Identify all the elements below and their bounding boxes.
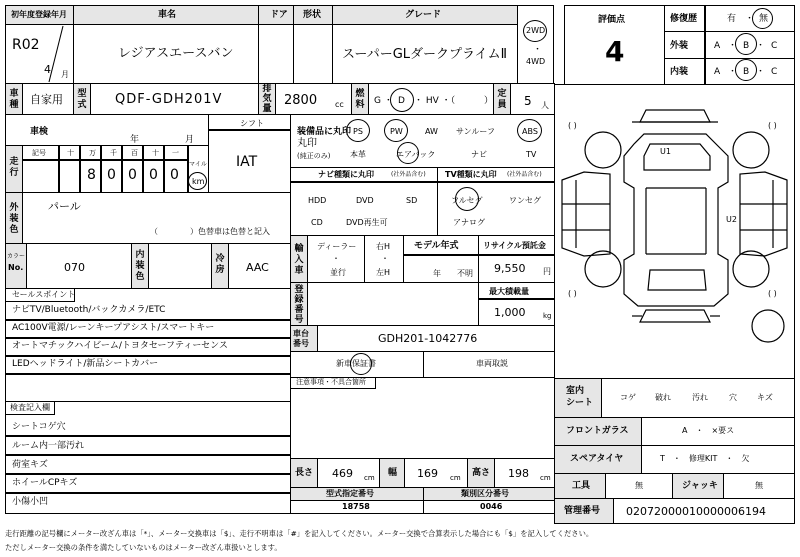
selling-point-2: AC100V電源/レーンキープアシスト/スマートキー [12, 323, 215, 333]
mileage-unit-km: km [192, 177, 205, 186]
diagram-paren-bl: ( ) [568, 289, 577, 298]
tv-fullseg-circle [455, 187, 479, 211]
repair-no-circle [752, 8, 773, 29]
drive-2wd-circle [523, 20, 547, 42]
equip-tv: TV [526, 150, 537, 159]
mgmt-label: 管理番号 [564, 506, 601, 516]
equipment-subtitle: (純正のみ) [297, 152, 331, 160]
import-right-h: 右H [376, 242, 391, 251]
inspection-label: 車検 [30, 127, 49, 137]
shape-label: 形状 [303, 10, 322, 20]
interior-label: 内装 [670, 67, 689, 77]
mgmt-value: 02072000010000006194 [626, 505, 766, 518]
chassis-value: GDH201-1042776 [378, 332, 478, 345]
chassis-label: 番号 [293, 339, 309, 348]
selling-points-label: セールスポイント [12, 290, 76, 299]
tools-value: 無 [635, 481, 643, 490]
shift-label: シフト [240, 119, 264, 128]
equip-aw: AW [425, 127, 438, 136]
warranty-circle [350, 353, 372, 375]
mileage-digit-2: 8 [87, 167, 96, 183]
exterior-b-circle [735, 33, 757, 55]
eval-label: 評価点 [598, 15, 626, 25]
width-label: 幅 [388, 468, 398, 478]
navi-sd: SD [406, 196, 418, 205]
first-reg-month: 4 [44, 63, 51, 76]
color-no-label: No. [8, 263, 24, 272]
inspection-note-4: ホイールCPキズ [12, 478, 78, 488]
exterior-grade-b: B [743, 41, 750, 51]
max-load-value: 1,000 [494, 306, 526, 319]
import-label: 輸 入 車 [294, 244, 304, 276]
door-label: ドア [270, 10, 288, 20]
kind-label: 車 種 [9, 89, 19, 110]
first-reg-era: R02 [12, 37, 40, 53]
tv-analog: アナログ [453, 218, 485, 227]
exterior-label: 外装 [670, 41, 689, 51]
selling-point-3: オートマチックハイビーム/トヨタセーフティーセンス [12, 341, 228, 351]
color-label: 外 装 色 [9, 203, 19, 235]
notes-label: 注意事項・不具合箇所 [296, 378, 366, 386]
inspection-note-3: 荷室キズ [12, 460, 48, 470]
import-dealer: ディーラー [317, 242, 357, 251]
class-no-label: 類別区分番号 [461, 489, 509, 498]
spare-value: T ・ 修理KIT ・ 欠 [660, 454, 750, 463]
diagram-paren-tl: ( ) [568, 121, 577, 130]
recycle-label: リサイクル預託金 [483, 241, 546, 250]
drive-2wd: 2WD [526, 26, 546, 35]
interior-color-label: 内 装 色 [135, 250, 145, 282]
height-value: 198 [508, 467, 529, 480]
footer-line-1: 走行距離の記号欄にメーター改ざん車は「*」、メーター交換車は「$」、走行不明車は「#」を記入してください。メーター交換で合算表示した場合にも「$」を記入してください。 [5, 529, 594, 538]
grade-value: スーパーGLダークプライムⅡ [342, 47, 508, 62]
displacement-value: 2800 [284, 93, 318, 108]
tv-title: TV種類に丸印 [445, 170, 497, 179]
tv-oneseg: ワンセグ [509, 196, 541, 205]
spare-label: スペアタイヤ [570, 454, 624, 464]
mileage-digit-3: 0 [107, 167, 116, 183]
fuel-d-circle [390, 88, 414, 112]
car-diagram-drawing [554, 84, 795, 379]
mileage-digit-5: 0 [149, 167, 158, 183]
km-circle [188, 172, 207, 190]
drive-4wd: 4WD [526, 57, 546, 66]
length-value: 469 [332, 467, 353, 480]
seat-label: シート [566, 398, 594, 408]
diagram-paren-br: ( ) [768, 289, 777, 298]
displacement-label: 排 気 量 [262, 84, 272, 114]
selling-point-4: LEDヘッドライト/新品シートカバー [12, 359, 159, 369]
class-no-value: 0046 [480, 502, 503, 511]
model-label: 型 式 [77, 89, 87, 110]
equip-navi: ナビ [471, 150, 487, 159]
warranty-label: 新車保証書 [336, 359, 376, 368]
mileage-digit-4: 0 [128, 167, 137, 183]
mileage-digit-6: 0 [170, 167, 179, 183]
length-label: 長さ [295, 468, 314, 478]
first-reg-label: 初年度登録年月 [11, 10, 67, 19]
navi-dvd: DVD [356, 196, 374, 205]
model-value: QDF-GDH201V [115, 92, 223, 107]
equip-airbag: エアバック [396, 150, 436, 159]
equip-sunroof: サンルーフ [456, 127, 495, 136]
height-label: 高さ [472, 468, 491, 478]
inspection-note-1: シートコゲ穴 [12, 422, 66, 432]
glass-label: フロントガラス [566, 426, 629, 436]
diagram-u2: U2 [726, 215, 737, 224]
repair-yes: 有 [727, 14, 737, 24]
max-load-label: 最大積載量 [489, 287, 529, 296]
equip-leather: 本革 [350, 150, 366, 159]
aircon-value: AAC [246, 261, 269, 274]
jack-label: ジャッキ [682, 481, 718, 491]
interior-b-circle [735, 59, 757, 81]
shift-value: IAT [236, 154, 258, 170]
width-value: 169 [417, 467, 438, 480]
capacity-label: 定 員 [497, 89, 507, 110]
eval-score: 4 [605, 35, 625, 68]
import-parallel: 並行 [330, 268, 346, 277]
capacity-value: 5 [524, 94, 532, 108]
type-no-value: 18758 [342, 502, 370, 511]
equip-ps: PS [353, 127, 363, 136]
footer-line-2: ただしメーター交換の条件を満たしていないものはメーター改ざん車扱いとします。 [5, 543, 282, 552]
type-no-label: 型式指定番号 [326, 489, 374, 498]
navi-cd: CD [311, 218, 323, 227]
manual-label: 車両取説 [476, 359, 508, 368]
tv-fullseg: フルセグ [451, 196, 483, 205]
glass-value: A ・ ×要ス [682, 426, 735, 435]
diagram-u1: U1 [660, 147, 671, 156]
kind-value: 自家用 [30, 93, 63, 106]
tools-label: 工具 [572, 481, 591, 491]
color-value: パール [48, 200, 81, 213]
mileage-label: 走 行 [9, 157, 19, 178]
repair-no: 無 [759, 14, 769, 24]
inspection-notes-label: 検査記入欄 [10, 403, 50, 412]
car-name-label: 車名 [158, 10, 177, 20]
navi-dvd-play: DVD再生可 [346, 218, 388, 227]
registration-label: 登 録 番 号 [294, 285, 304, 325]
diagram-paren-tr: ( ) [768, 121, 777, 130]
repair-label: 修復歴 [670, 14, 698, 24]
recycle-value: 9,550 [494, 262, 526, 275]
first-reg-month-unit: 月 [61, 70, 69, 79]
selling-point-1: ナビTV/Bluetooth/バックカメラ/ETC [12, 305, 166, 315]
fuel-d: D [398, 96, 405, 106]
navi-title: ナビ種類に丸印 [318, 170, 374, 179]
model-year-value: 不明 [457, 269, 473, 278]
fuel-label: 燃 料 [355, 89, 365, 110]
model-year-label: モデル年式 [414, 241, 459, 251]
grade-label: グレード [405, 10, 442, 20]
navi-hdd: HDD [308, 196, 327, 205]
car-name: レジアスエースバン [118, 46, 234, 61]
inspection-note-2: ルーム内一部汚れ [12, 441, 85, 451]
equipment-title: 装備品に丸印 [297, 127, 352, 137]
aircon-label: 冷 房 [215, 254, 225, 275]
import-left-h: 左H [376, 268, 391, 277]
color-note: （ ）色替車は色替と記入 [150, 227, 270, 236]
interior-grade-b: B [743, 67, 750, 77]
equip-abs: ABS [522, 127, 538, 136]
jack-value: 無 [755, 481, 763, 490]
equip-pw: PW [390, 127, 403, 136]
color-no-value: 070 [64, 261, 85, 274]
inspection-note-5: 小傷小凹 [12, 497, 49, 507]
